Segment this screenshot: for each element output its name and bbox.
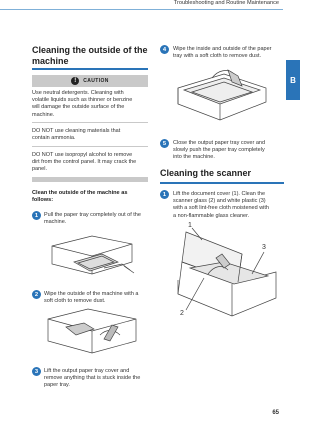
page-number: 65 (272, 410, 279, 416)
text-line: panel. (32, 166, 47, 173)
step-text (173, 46, 285, 60)
caution-end-bar (32, 177, 148, 182)
text-line: remove anything that is stuck inside the (44, 375, 141, 382)
text-line: will damage the outside surface of the (32, 104, 125, 111)
caution-divider (32, 122, 148, 123)
wipe-outside-illustration (44, 305, 140, 357)
callout-label: 1 (188, 222, 192, 229)
text-line: tray with a soft cloth to remove dust. (173, 53, 262, 60)
text-line: DO NOT use isopropyl alcohol to remove (32, 152, 133, 158)
step-text (44, 212, 154, 226)
step-number: 1 (32, 211, 41, 220)
text-line: with a soft lint-free cloth moistened with (173, 205, 269, 212)
exclamation-icon: ! (71, 77, 79, 85)
paper-tray-illustration (172, 66, 272, 128)
section-title-scanner: Cleaning the scanner (160, 168, 252, 178)
text-line: volatile liquids such as thinner or benzine (32, 97, 133, 104)
step-number: 2 (32, 290, 41, 299)
caution-label: CAUTION (83, 78, 109, 84)
procedure-title (32, 190, 150, 204)
callout-label: 3 (262, 244, 266, 251)
text-line: paper tray. (44, 382, 70, 389)
text-line: into the machine. (173, 154, 215, 161)
caution-item (32, 90, 150, 119)
text-line: machine. (44, 219, 67, 226)
caution-divider (32, 146, 148, 147)
text-line: Close the output paper tray cover and (173, 140, 266, 146)
caution-item (32, 128, 150, 142)
text-line: Wipe the outside of the machine with a (44, 291, 139, 297)
text-line: Pull the paper tray completely out of the (44, 212, 141, 218)
step-number: 4 (160, 45, 169, 54)
chapter-tab-label: B (290, 75, 296, 85)
section-rule (160, 182, 284, 184)
step-text (173, 140, 285, 162)
running-header: Troubleshooting and Routine Maintenance (173, 0, 279, 6)
text-line: slowly push the paper tray completely (173, 147, 265, 154)
step-text (173, 191, 285, 220)
text-line: machine. (32, 111, 55, 118)
text-line: dirt from the control panel. It may crack the (32, 159, 137, 166)
text-line: contain ammonia. (32, 135, 76, 142)
text-line: scanner glass (2) and white plastic (3) (173, 198, 266, 205)
printer-tray-illustration (44, 228, 140, 282)
section-title-line: Cleaning the outside of the (32, 45, 148, 55)
step-number: 1 (160, 190, 169, 199)
step-text (44, 368, 154, 390)
text-line: follows: (32, 197, 54, 204)
chapter-tab (286, 60, 300, 100)
section-title-outside (32, 45, 152, 66)
section-title-line: machine (32, 55, 69, 66)
text-line: Lift the output paper tray cover and (44, 368, 130, 374)
text-line: Use neutral detergents. Cleaning with (32, 90, 124, 96)
text-line: Wipe the inside and outside of the paper (173, 46, 272, 52)
header-rule (0, 9, 283, 10)
caution-banner (32, 75, 148, 87)
scanner-illustration (172, 224, 284, 324)
step-number: 5 (160, 139, 169, 148)
caution-item (32, 152, 150, 174)
text-line: soft cloth to remove dust. (44, 298, 106, 305)
step-number: 3 (32, 367, 41, 376)
text-line: DO NOT use cleaning materials that (32, 128, 121, 134)
callout-label: 2 (180, 310, 184, 317)
text-line: Clean the outside of the machine as (32, 190, 128, 196)
text-line: a non-flammable glass cleaner. (173, 212, 250, 219)
text-line: Lift the document cover (1). Clean the (173, 191, 266, 197)
step-text (44, 291, 154, 305)
section-rule (32, 68, 148, 70)
